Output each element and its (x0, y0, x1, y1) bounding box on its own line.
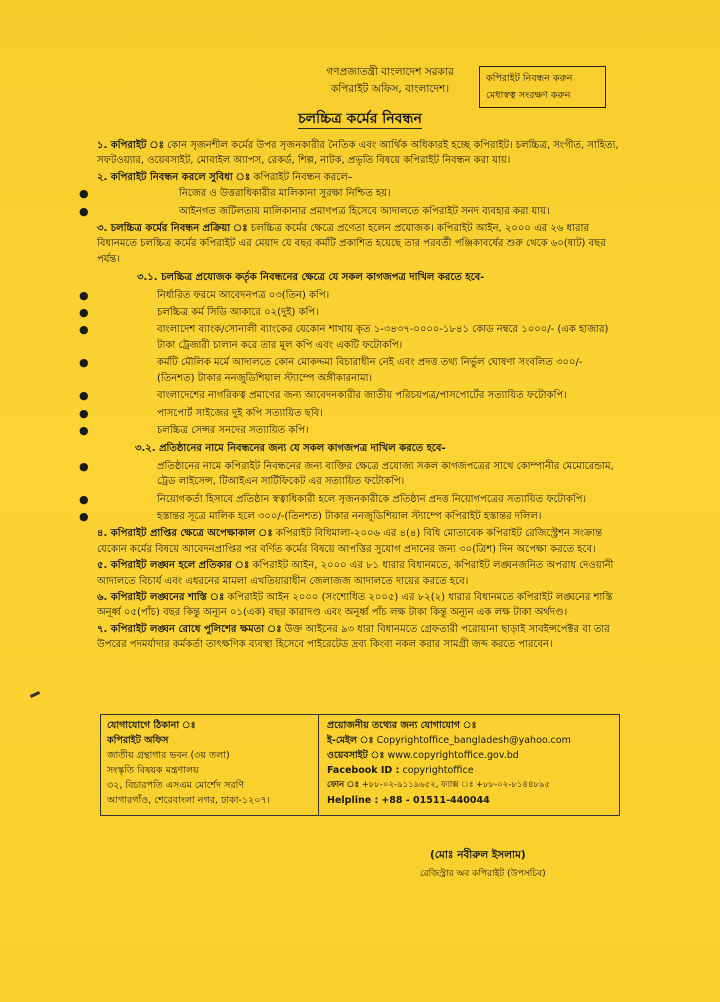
section-1: ১. কপিরাইট ঃ কোন সৃজনশীল কর্মের উপর সৃজনকারীর নৈতিক এবং আর্থিক অধিকারই হচ্ছে কপিরাইট। চলচ্চিত্র, সংগীত, সাহিত্য, সফটওয়্যার, ওয়েবসাইট, মোবাইল অ্যাপস, রেকর্ড, শিল্প, নাটক, প্রভৃতি বিষয়ে কপিরাইট নিবন্ধন করা যায়। (97, 140, 619, 167)
info-title: প্রয়োজনীয় তথ্যের জন্য যোগাযোগ ঃ (327, 720, 477, 731)
list-item: ● চলচ্চিত্র সেন্সর সনদের সত্যায়িত কপি। (79, 423, 309, 437)
document-title: চলচ্চিত্র কর্মের নিবন্ধন (298, 111, 422, 127)
list-item: ● আইনগত জটিলতায় মালিকানার প্রমাণপত্র হিসেবে আদালতে কপিরাইট সনদ ব্যবহার করা যায়। (79, 204, 550, 218)
list-item: ● নিয়োগকর্তা হিসাবে প্রতিষ্ঠান স্বত্বাধিকারী হলে সৃজনকারীকে প্রতিষ্ঠান প্রদত্ত নিয়োগপত্রের সত্যায়িত ফটোকপি। (79, 492, 587, 506)
address-title: যোগাযোগে ঠিকানা ঃ (107, 720, 196, 731)
government-name: গণপ্রজাতন্ত্রী বাংলাদেশ সরকার (326, 66, 454, 78)
address-line: জাতীয় গ্রন্থাগার ভবন (৩য় তলা) (107, 750, 230, 761)
info-panel (319, 715, 619, 815)
phone-line: ফোন ঃ +৮৮-০২-৯১১৯৬৫২, ফ্যাক্স ঃ +৮৮-০২-৮১৪৪৮৯৫ (327, 780, 551, 790)
section-4: ৪. কপিরাইট প্রাপ্তির ক্ষেত্রে অপেক্ষাকাল ঃ কপিরাইট বিধিমালা-২০০৬ এর ৪(৪) বিধি মোতাবেক কপিরাইট রেজিস্ট্রেশন সংক্রান্ত যেকোন কর্মের বিষয়ে আবেদনপ্রাপ্তির পর বর্ণিত কর্মের বিষয়ে আপত্তির সুযোগ প্রদানের জন্য ৩০(ত্রিশ) দিন অপেক্ষা করতে হবে। (97, 528, 603, 555)
list-item: ● বাংলাদেশ ব্যাংক/সোনালী ব্যাংকের যেকোন শাখায় কৃত ১-৩৪৩৭-০০০০-১৮৪১ কোড নম্বরে ১০০০/- (এক হাজার) টাকা ট্রেজারী চালান করে তার মূল কপি এবং একটি ফটোকপি। (79, 323, 609, 351)
slogan-line-2: মেধাস্বত্ব সংরক্ষণ করুন (486, 90, 571, 101)
list-item: ● নিজের ও উত্তরাধিকারীর মালিকানা সুরক্ষা নিশ্চিত হয়। (79, 187, 391, 201)
facebook-id: copyrightoffice (402, 765, 474, 776)
list-item: ● হস্তান্তর সূত্রে মালিক হলে ৩০০/-(তিনশত) টাকার ননজুডিশিয়াল স্ট্যাম্পে কপিরাইট হস্তান্তর দলিল। (79, 509, 542, 523)
slogan-line-1: কপিরাইট নিবন্ধন করুন (486, 73, 573, 84)
list-item: ● চলচ্চিত্র কর্ম সিডি আকারে ০২(দুই) কপি। (79, 306, 319, 320)
address-line: আগারগাঁও, শেরেবাংলা নগর, ঢাকা-১২০৭। (107, 795, 271, 806)
address-line: ৩২, বিচারপতি এসএম মোর্শেদ সরণি (107, 780, 245, 791)
issuer-header (295, 64, 485, 98)
pen-mark (30, 691, 40, 698)
office-name: কপিরাইট অফিস, বাংলাদেশ। (330, 83, 450, 95)
helpline-line: Helpline : +88 - 01511-440044 (327, 795, 490, 806)
section-2: ২. কপিরাইট নিবন্ধন করলে সুবিধা ঃ কপিরাইট নিবন্ধন করলে– (97, 171, 353, 183)
address-line: কপিরাইট অফিস (107, 735, 169, 746)
website-line: ওয়েবসাইট ঃ www.copyrightoffice.gov.bd (327, 750, 519, 761)
email-line: ই-মেইল ঃ Copyrightoffice_bangladesh@yahoo.com (327, 735, 571, 746)
signatory-designation: রেজিস্ট্রার অব কপিরাইট (উপসচিব) (420, 869, 546, 879)
contact-box (100, 714, 620, 816)
list-item: ● পাসপোর্ট সাইজের দুই কপি সত্যায়িত ছবি। (79, 406, 323, 420)
subsection-3-1-title: ৩.১. চলচ্চিত্র প্রযোজক কর্তৃক নিবন্ধনের ক্ষেত্রে যে সকল কাগজপত্র দাখিল করতে হবে- (137, 272, 485, 284)
section-6: ৬. কপিরাইট লঙ্ঘনের শাস্তি ঃ কপিরাইট আইন ২০০০ (সংশোধিত ২০০৫) এর ৮২(২) ধারার বিধানমতে কপিরাইট লঙ্ঘনের শাস্তি অনূর্ধ্ব ০৫(পাঁচ) বছর কিন্তু অন্যূন ০১(এক) বছর কারাদণ্ড এবং অনূর্ধ্ব পাঁচ লক্ষ টাকা কিন্তু অন্যূন এক লক্ষ টাকা অর্থদণ্ড। (97, 591, 613, 619)
subsection-3-2-title: ৩.২. প্রতিষ্ঠানের নামে নিবন্ধনের জন্য যে সকল কাগজপত্র দাখিল করতে হবে- (135, 443, 446, 455)
slogan-box (479, 66, 606, 108)
section-5: ৫. কপিরাইট লঙ্ঘন হলে প্রতিকার ঃ কপিরাইট আইন, ২০০০ এর ৮১ ধারার বিধানমতে, কপিরাইট লঙ্ঘনজনিত অপরাধ দেওয়ানী আদালতে বিচার্য এবং এধরনের মামলা এখতিয়ারাধীন জেলাজজ আদালতে দায়ের করতে হবে। (97, 560, 614, 587)
website-link[interactable]: www.copyrightoffice.gov.bd (387, 750, 519, 761)
list-item: ● প্রতিষ্ঠানের নামে কপিরাইট নিবন্ধনের জন্য ব্যক্তির ক্ষেত্রে প্রযোজ্য সকল কাগজপত্রের সাথে কোম্পানীর মেমোরেন্ডাম, ট্রেড লাইসেন্স, টিআইএন সার্টিফিকেট এর সত্যায়িত ফটোকপি। (79, 459, 614, 488)
list-item: ● নির্ধারিত ফরমে আবেদনপত্র ০৩(তিন) কপি। (79, 288, 330, 302)
signatory-name: (মোঃ নবীরুল ইসলাম) (430, 849, 526, 861)
section-7: ৭. কপিরাইট লঙ্ঘন রোধে পুলিশের ক্ষমতা ঃ উক্ত আইনের ৯৩ ধারা বিধানমতে গ্রেফতারী পরোয়ানা ছাড়াই সাবইন্সপেক্টর বা তার উপরের পদমর্যাদার কর্মকর্তা তাৎক্ষণিক ব্যবস্থা হিসেবে পাইরেটেড দ্রব্য কিংবা নকল করার সামগ্রী জব্দ করতে পারবেন। (97, 623, 610, 651)
list-item: ● বাংলাদেশের নাগরিকত্ব প্রমাণের জন্য আবেদনকারীর জাতীয় পরিচয়পত্র/পাসপোর্টের সত্যায়িত ফটোকপি। (79, 389, 567, 403)
list-item: ● কর্মটি মৌলিক মর্মে আদালতে কোন মোকদ্দমা বিচারাধীন নেই এবং প্রদত্ত তথ্য নির্ভুল ঘোষণা সংবলিত ৩০০/-(তিনশত) টাকার ননজুডিশিয়াল স্ট্যাম্পে অঙ্গীকারনামা। (79, 356, 583, 384)
section-3: ৩. চলচ্চিত্র কর্মের নিবন্ধন প্রক্রিয়া ঃ চলচ্চিত্র কর্মের ক্ষেত্রে প্রণেতা হলেন প্রযোজক। কপিরাইট আইন, ২০০০ এর ২৬ ধারার বিধানমতে চলচ্চিত্র কর্মের কপিরাইট এর মেয়াদ যে বছর কর্মটি প্রকাশিত হয়েছে তার পরবর্তী পঞ্জিকাবর্ষের শুরু থেকে ৬০(ষাট) বছর পর্যন্ত। (97, 223, 606, 265)
email-link[interactable]: Copyrightoffice_bangladesh@yahoo.com (376, 735, 571, 746)
facebook-line: Facebook ID : copyrightoffice (327, 765, 474, 776)
address-line: সংস্কৃতি বিষয়ক মন্ত্রণালয় (107, 765, 199, 776)
address-panel (101, 715, 319, 815)
document-body (79, 138, 619, 654)
